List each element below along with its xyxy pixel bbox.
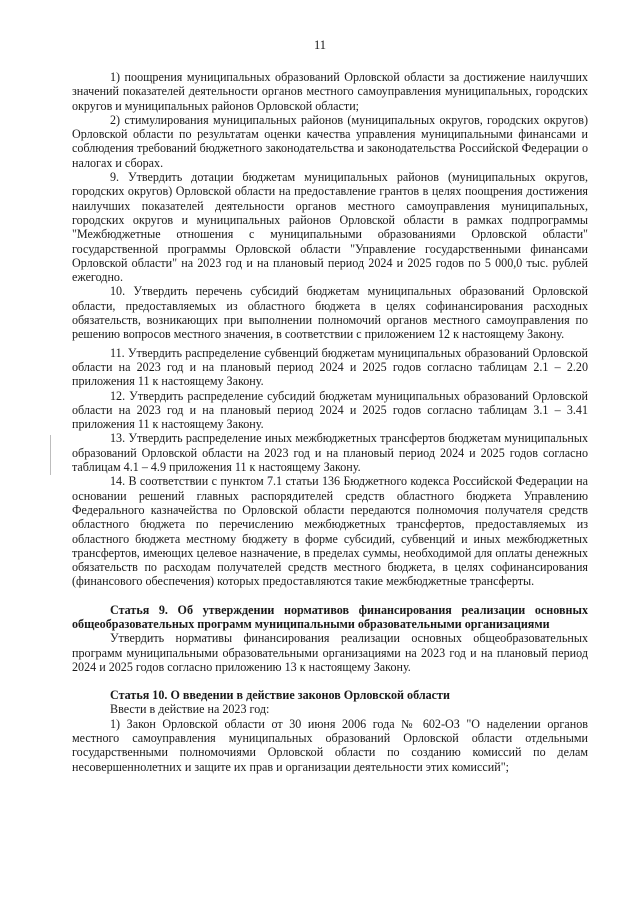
paragraph-item-1: 1) поощрения муниципальных образований Орловской области за достижение наилучших значений показателей деятельности органов местного самоуправления муниципальных, городских округов и муниципальных районов Орловской области; [72,70,588,113]
article-10-intro: Ввести в действие на 2023 год: [110,702,270,717]
scan-margin-mark [50,435,51,475]
paragraph-11: 11. Утвердить распределение субвенций бюджетам муниципальных образований Орловской области на 2023 год и на плановый период 2024 и 2025 годов согласно таблицам 2.1 – 2.20 приложения 11 к настоящему Закону. [72,345,588,389]
article-9-heading: Статья 9. Об утверждении нормативов финансирования реализации основных общеобразовательных программ муниципальными образовательными организациями [72,602,588,631]
paragraph-12: 12. Утвердить распределение субсидий бюджетам муниципальных образований Орловской области на 2023 год и на плановый период 2024 и 2025 годов согласно таблицам 3.1 – 3.41 приложения 11 к настоящему Закону. [72,388,588,432]
spacer [72,589,588,603]
paragraph-item-2: 2) стимулирования муниципальных районов (муниципальных округов, городских округов) Орловской области по результатам оценки качества управления муниципальными финансами и соблюдения требований бюджетного законодательства и законодательства Российской Федерации о налогах и сборах. [72,112,588,170]
article-10-item-1: 1) Закон Орловской области от 30 июня 2006 года № 602-ОЗ "О наделении органов местного самоуправления муниципальных образований Орловской области отдельными государственными полномочиями Орловской области по созданию комиссий по делам несовершеннолетних и защите их прав и организации деятельности этих комиссий"; [72,716,588,774]
page-number: 11 [313,38,327,52]
paragraph-14: 14. В соответствии с пунктом 7.1 статьи 136 Бюджетного кодекса Российской Федерации на основании решений главных распорядителей средств областного бюджета Управлению Федерального казначейства по Орловской области передаются полномочия получателя средств областного бюджета по перечислению межбюджетных трансфертов, предоставляемых из областного бюджета местному бюджету в форме субсидий, субвенций и иных межбюджетных трансфертов, имеющих целевое назначение, в пределах суммы, необходимой для оплаты денежных обязательств по расходам получателей средств местного бюджета, в целях софинансирования (финансового обеспечения) которых предоставляются такие межбюджетные трансферты. [72,474,588,589]
spacer [72,674,588,688]
paragraph-13: 13. Утвердить распределение иных межбюджетных трансфертов бюджетам муниципальных образований Орловской области на 2023 год и на плановый период 2024 и 2025 годов согласно таблицам 4.1 – 4.9 приложения 11 к настоящему Закону. [72,431,588,475]
paragraph-9: 9. Утвердить дотации бюджетам муниципальных районов (муниципальных округов, городских округов) Орловской области на предоставление грантов в целях поощрения достижения наилучших показателей деятельности органов местного самоуправления муниципальных, городских округов и муниципальных районов Орловской области в рамках подпрограммы "Межбюджетные отношения с муниципальными образованиями Орловской области" государственной программы Орловской области "Управление государственными финансами Орловской области" на 2023 год и на плановый период 2024 и 2025 годов по 5 000,0 тыс. рублей ежегодно. [72,170,588,285]
article-10-heading: Статья 10. О введении в действие законов Орловской области [110,688,450,703]
paragraph-10: 10. Утвердить перечень субсидий бюджетам муниципальных образований Орловской области, предоставляемых из областного бюджета в целях софинансирования расходных обязательств, возникающих при выполнении полномочий органов местного самоуправления по решению вопросов местного значения, в соответствии с приложением 12 к настоящему Закону. [72,284,588,342]
document-body [72,70,588,774]
article-9-text: Утвердить нормативы финансирования реализации основных общеобразовательных программ муниципальными образовательными организациями на 2023 год и на плановый период 2024 и 2025 годов согласно приложению 13 к настоящему Закону. [72,631,588,674]
